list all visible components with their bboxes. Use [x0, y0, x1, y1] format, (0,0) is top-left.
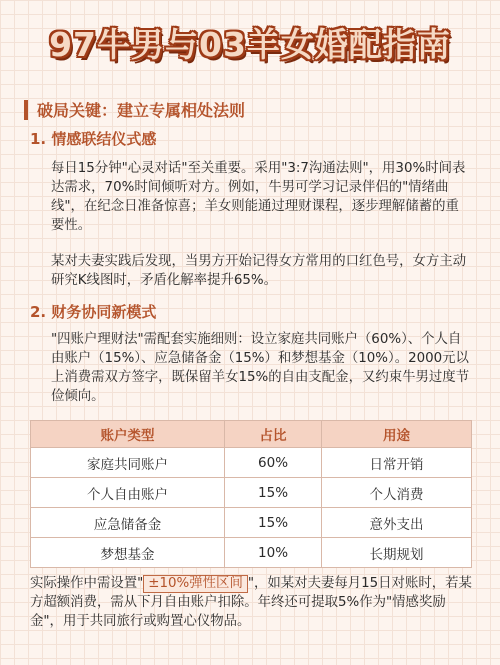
page-title: 97牛男与03羊女婚配指南	[49, 25, 451, 64]
table-cell: 意外支出	[322, 508, 472, 538]
section-heading-text: 破局关键：建立专属相处法则	[37, 101, 246, 120]
table-cell: 15%	[225, 478, 322, 508]
table-header-row	[31, 421, 472, 448]
paragraph-finance-1: "四账户理财法"需配套实施细则：设立家庭共同账户（60%）、个人自由账户（15%）、应急储备金（15%）和梦想基金（10%）。2000元以上消费需双方签字，既保留羊女15%的自由支配金，又约束牛男过度节俭倾向。	[51, 332, 470, 404]
table-row	[31, 538, 472, 568]
heading-accent-bar	[24, 100, 28, 120]
table-cell: 应急储备金	[31, 508, 225, 538]
table-cell: 15%	[225, 508, 322, 538]
section-heading	[24, 98, 245, 121]
table-cell: 家庭共同账户	[31, 448, 225, 478]
subsection-heading-finance: 2. 财务协同新模式	[30, 303, 157, 321]
account-table	[30, 420, 472, 568]
table-header-account-type: 账户类型	[31, 421, 225, 448]
table-cell: 个人自由账户	[31, 478, 225, 508]
paragraph-emotion-2: 某对夫妻实践后发现，当男方开始记得女方常用的口红色号，女方主动研究K线图时，矛盾化解率提升65%。	[51, 254, 467, 288]
footer-paragraph	[30, 574, 472, 631]
table-row	[31, 478, 472, 508]
elastic-range-highlight: ±10%弹性区间	[143, 575, 248, 593]
table-cell: 日常开销	[322, 448, 472, 478]
subsection-heading-emotion: 1. 情感联结仪式感	[30, 130, 157, 148]
table-cell: 长期规划	[322, 538, 472, 568]
table-header-purpose: 用途	[322, 421, 472, 448]
table-cell: 10%	[225, 538, 322, 568]
table-cell: 个人消费	[322, 478, 472, 508]
footer-text-before: 实际操作中需设置"	[30, 576, 144, 591]
paragraph-emotion-1: 每日15分钟"心灵对话"至关重要。采用"3:7沟通法则"，用30%时间表达需求，70%时间倾听对方。例如，牛男可学习记录伴侣的"情绪曲线"，在纪念日准备惊喜；羊女则能通过理财课程，逐步理解储蓄的重要性。	[51, 161, 466, 233]
table-cell: 梦想基金	[31, 538, 225, 568]
table-cell: 60%	[225, 448, 322, 478]
table-row	[31, 508, 472, 538]
footer-text-after: "，如某对夫妻每月15日对账时，若某方超额消费，需从下月自由账户扣除。年终还可提取5%作为"情感奖励金"，用于共同旅行或购置心仪物品。	[30, 576, 472, 629]
table-header-ratio: 占比	[225, 421, 322, 448]
table-row	[31, 448, 472, 478]
